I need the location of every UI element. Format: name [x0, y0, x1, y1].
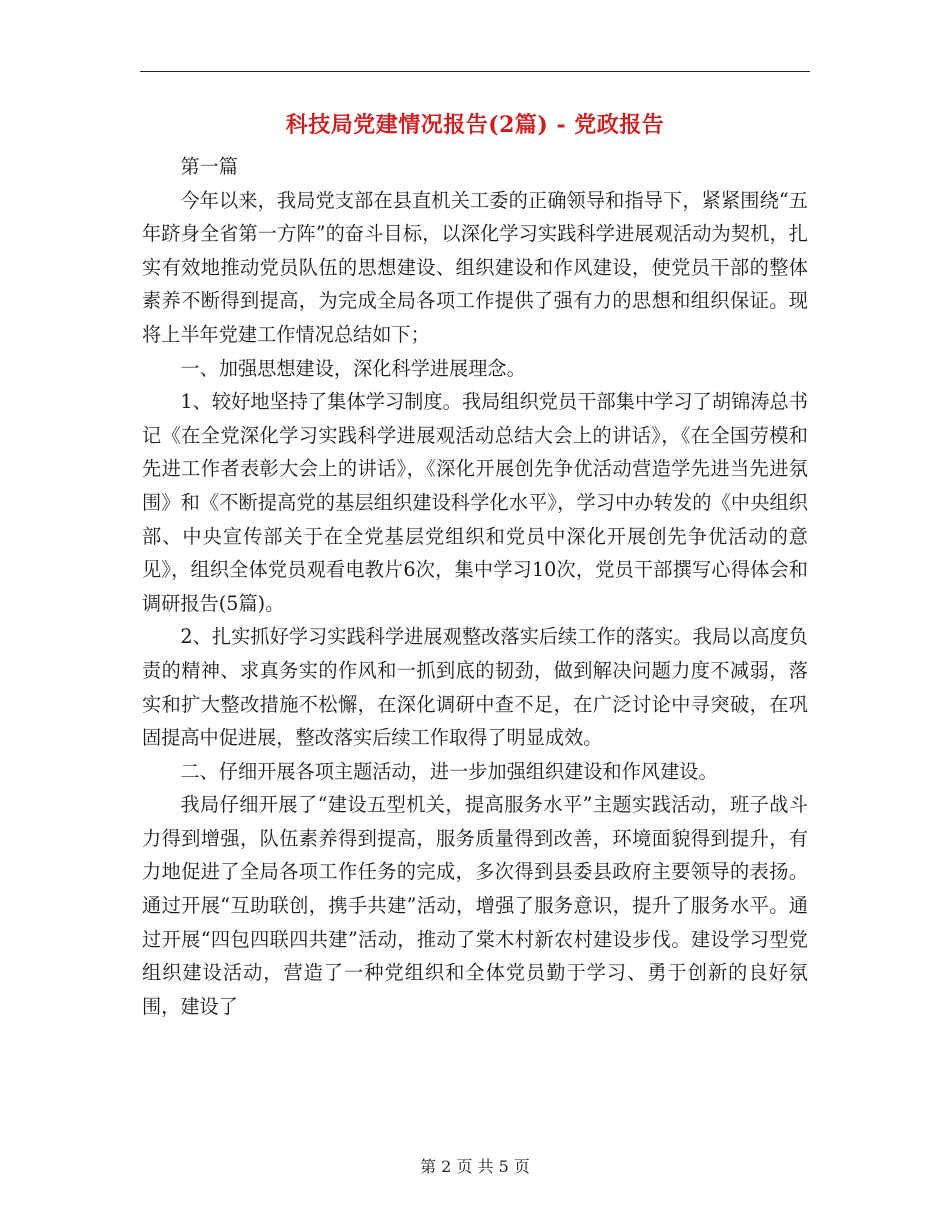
section-heading-2: 二、仔细开展各项主题活动，进一步加强组织建设和作风建设。 — [180, 759, 718, 783]
paragraph-intro: 今年以来，我局党支部在县直机关工委的正确领导和指导下，紧紧围绕“五年跻身全省第一方阵”的奋斗目标，以深化学习实践科学进展观活动为契机，扎实有效地推动党员队伍的思想建设、组织建设和作风建设，使党员干部的整体素养不断得到提高，为完成全局各项工作提供了强有力的思想和组织保证。现将上半年党建工作情况总结如下； — [142, 188, 808, 346]
paragraph-activities: 我局仔细开展了“建设五型机关，提高服务水平”主题实践活动，班子战斗力得到增强，队伍素养得到提高，服务质量得到改善，环境面貌得到提升，有力地促进了全局各项工作任务的完成，多次得到县委县政府主要领导的表扬。通过开展“互助联创，携手共建”活动，增强了服务意识，提升了服务水平。通过开展“四包四联四共建”活动，推动了棠木村新农村建设步伐。建设学习型党组织建设活动，营造了一种党组织和全体党员勤于学习、勇于创新的良好氛围，建设了 — [142, 793, 808, 1018]
paragraph-item-1: 1、较好地坚持了集体学习制度。我局组织党员干部集中学习了胡锦涛总书记《在全党深化学习实践科学进展观活动总结大会上的讲话》，《在全国劳模和先进工作者表彰大会上的讲话》，《深化开展创先争优活动营造学先进当先进氛围》和《不断提高党的基层组织建设科学化水平》，学习中办转发的《中央组织部、中央宣传部关于在全党基层党组织和党员中深化开展创先争优活动的意见》，组织全体党员观看电教片6次，集中学习10次，党员干部撰写心得体会和调研报告(5篇)。 — [142, 390, 808, 615]
document-title: 科技局党建情况报告(2篇) - 党政报告 — [285, 112, 665, 138]
page-number: 第 2 页 共 5 页 — [420, 1157, 530, 1176]
paragraph-item-2: 2、扎实抓好学习实践科学进展观整改落实后续工作的落实。我局以高度负责的精神、求真务实的作风和一抓到底的韧劲，做到解决问题力度不减弱，落实和扩大整改措施不松懈，在深化调研中查不足，在广泛讨论中寻突破，在巩固提高中促进展，整改落实后续工作取得了明显成效。 — [142, 625, 808, 750]
section-heading-1: 一、加强思想建设，深化科学进展理念。 — [180, 356, 526, 380]
document-body — [142, 150, 808, 1023]
header-rule — [140, 71, 810, 72]
section-heading-first: 第一篇 — [180, 155, 238, 178]
